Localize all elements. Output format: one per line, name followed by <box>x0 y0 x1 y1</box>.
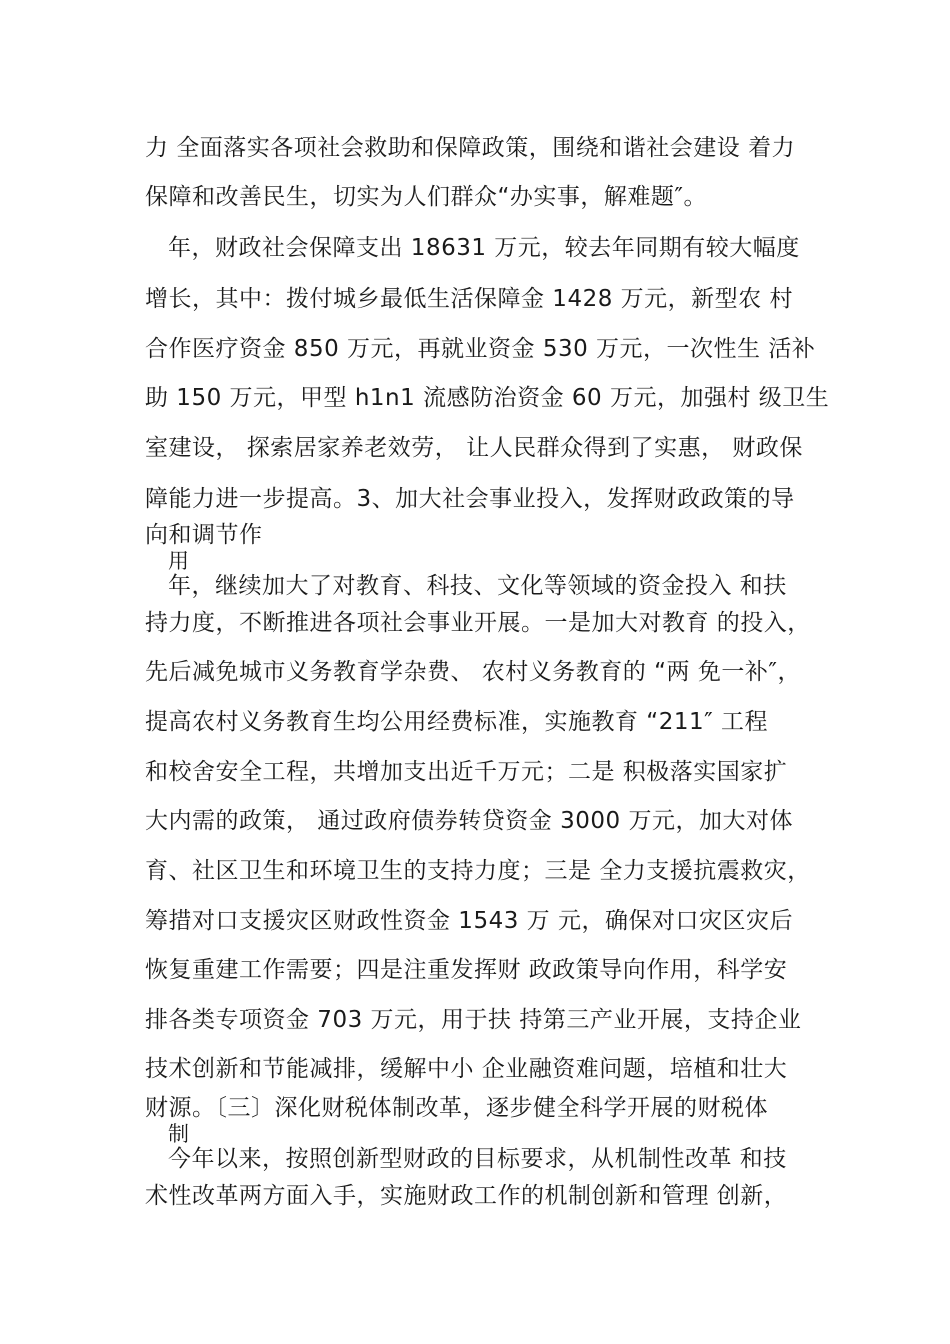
text-line: 术性改革两方面入手，实施财政工作的机制创新和管理 创新， <box>145 1183 788 1209</box>
text-line: 排各类专项资金 703 万元，用于扶 持第三产业开展，支持企业 <box>145 1007 802 1033</box>
text-line: 年，财政社会保障支出 18631 万元，较去年同期有较大幅度 <box>168 235 800 261</box>
text-line: 障能力进一步提高。3、加大社会事业投入，发挥财政政策的导 <box>145 486 795 512</box>
text-line: 合作医疗资金 850 万元，再就业资金 530 万元，一次性生 活补 <box>145 336 816 362</box>
text-line: 助 150 万元，甲型 h1n1 流感防治资金 60 万元，加强村 级卫生 <box>145 385 830 411</box>
text-line: 力 全面落实各项社会救助和保障政策，围绕和谐社会建设 着力 <box>145 135 796 161</box>
text-line: 大内需的政策， 通过政府债券转贷资金 3000 万元，加大对体 <box>145 808 793 834</box>
text-line: 财源。〔三〕深化财税体制改革，逐步健全科学开展的财税体 <box>145 1095 768 1121</box>
text-line: 增长，其中：拨付城乡最低生活保障金 1428 万元，新型农 村 <box>145 286 793 312</box>
text-line: 保障和改善民生，切实为人们群众“办实事，解难题″。 <box>145 184 708 210</box>
text-line: 年，继续加大了对教育、科技、文化等领域的资金投入 和扶 <box>168 573 787 599</box>
text-line: 技术创新和节能减排，缓解中小 企业融资难问题，培植和壮大 <box>145 1056 788 1082</box>
text-line: 室建设， 探索居家养老效劳， 让人民群众得到了实惠， 财政保 <box>145 435 803 461</box>
text-line: 提高农村义务教育生均公用经费标准，实施教育 “211″ 工程 <box>145 709 769 735</box>
text-line: 向和调节作 <box>145 522 263 548</box>
text-line: 持力度，不断推进各项社会事业开展。一是加大对教育 的投入， <box>145 610 811 636</box>
text-line: 育、社区卫生和环境卫生的支持力度；三是 全力支援抗震救灾， <box>145 858 811 884</box>
text-line: 先后减免城市义务教育学杂费、 农村义务教育的 “两 免一补″， <box>145 659 801 685</box>
text-line: 恢复重建工作需要；四是注重发挥财 政政策导向作用，科学安 <box>145 957 788 983</box>
text-line: 筹措对口支援灾区财政性资金 1543 万 元，确保对口灾区灾后 <box>145 908 793 934</box>
text-line: 今年以来，按照创新型财政的目标要求，从机制性改革 和技 <box>168 1146 787 1172</box>
text-line: 用 <box>168 549 190 573</box>
text-line: 和校舍安全工程，共增加支出近千万元；二是 积极落实国家扩 <box>145 759 788 785</box>
text-line: 制 <box>168 1122 190 1146</box>
